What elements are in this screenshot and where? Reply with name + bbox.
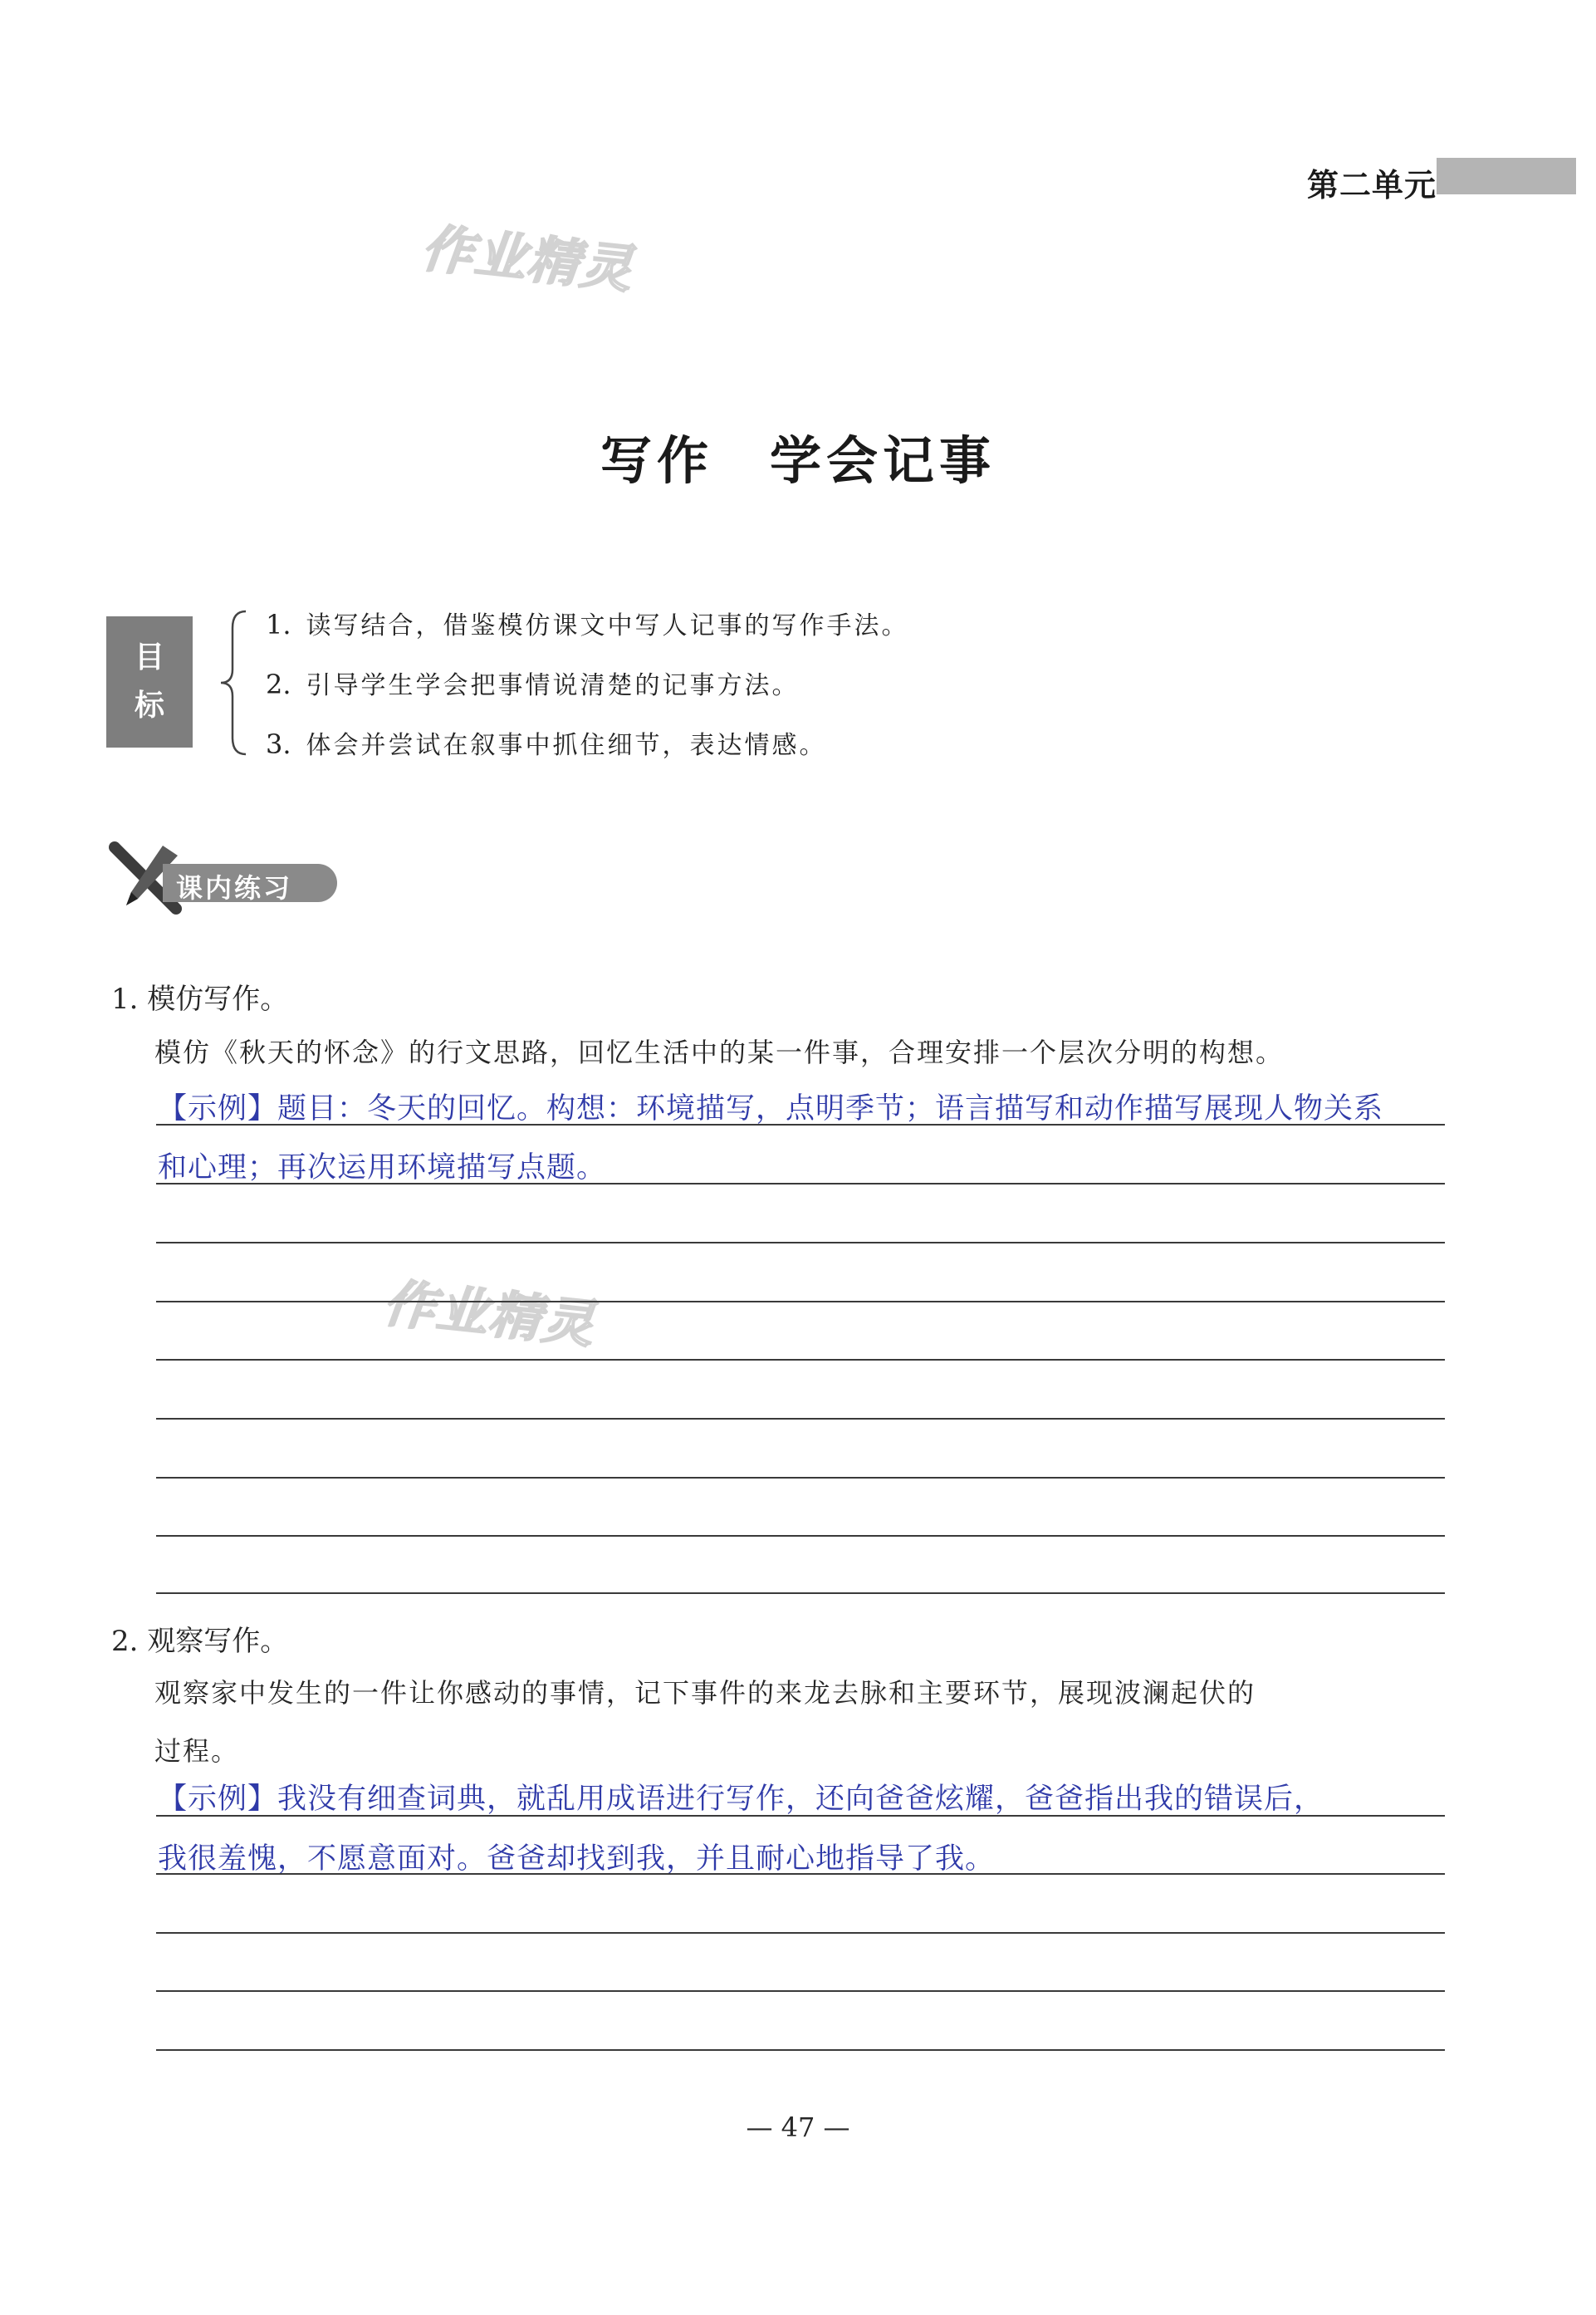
- answer-rule: [156, 1932, 1445, 1934]
- answer-rule: [156, 1477, 1445, 1479]
- answer-text: 题目：冬天的回忆。构想：环境描写，点明季节；语言描写和动作描写展现人物关系: [277, 1092, 1384, 1126]
- unit-header-bar: [1437, 158, 1576, 194]
- objective-item: [266, 605, 909, 641]
- watermark-middle: 作业精灵: [380, 1272, 599, 1356]
- answer-rule: [156, 1301, 1445, 1302]
- answer-rule: [156, 1873, 1445, 1875]
- question-1-description: 模仿《秋天的怀念》的行文思路，回忆生活中的某一件事，合理安排一个层次分明的构想。: [154, 1037, 1285, 1068]
- question-2-description-line: 过程。: [154, 1735, 240, 1767]
- objective-text: 读写结合，借鉴模仿课文中写人记事的写作手法。: [306, 611, 909, 640]
- answer-rule: [156, 1815, 1445, 1817]
- question-2-answer-line: [158, 1776, 1453, 1817]
- answer-tag: 【示例】: [158, 1092, 278, 1126]
- page-title: 写作 学会记事: [600, 430, 996, 491]
- answer-rule: [156, 1535, 1445, 1537]
- objective-item: [266, 665, 800, 701]
- objective-item: [266, 724, 827, 761]
- objective-number: 3.: [266, 728, 291, 760]
- watermark-top: 作业精灵: [419, 217, 637, 301]
- objective-text: 体会并尝试在叙事中抓住细节，表达情感。: [306, 731, 827, 760]
- question-2-answer-line: 我很羞愧，不愿意面对。爸爸却找到我，并且耐心地指导了我。: [158, 1842, 996, 1876]
- objectives-brace: [218, 608, 251, 758]
- answer-rule: [156, 1418, 1445, 1420]
- answer-rule: [156, 1592, 1445, 1594]
- answer-text: 我没有细查词典，就乱用成语进行写作，还向爸爸炫耀，爸爸指出我的错误后，: [277, 1783, 1324, 1816]
- question-2-title: 2. 观察写作。: [111, 1625, 289, 1658]
- answer-rule: [156, 1183, 1445, 1184]
- question-2-description-line: 观察家中发生的一件让你感动的事情，记下事件的来龙去脉和主要环节，展现波澜起伏的: [154, 1677, 1256, 1709]
- objective-number: 2.: [266, 669, 291, 700]
- answer-rule: [156, 1242, 1445, 1243]
- answer-rule: [156, 1124, 1445, 1126]
- section-label: 课内练习: [176, 872, 293, 904]
- question-1-answer-line: 和心理；再次运用环境描写点题。: [158, 1151, 607, 1184]
- page-number: — 47 —: [746, 2111, 850, 2143]
- objectives-label-box: [106, 616, 193, 748]
- answer-rule: [156, 2049, 1445, 2051]
- objective-number: 1.: [266, 609, 291, 640]
- question-1-title: 1. 模仿写作。: [111, 983, 289, 1016]
- answer-rule: [156, 1990, 1445, 1992]
- unit-label: 第二单元: [1307, 167, 1437, 204]
- answer-tag: 【示例】: [158, 1783, 278, 1816]
- question-1-answer-line: [158, 1086, 1453, 1127]
- objectives-label-char: 标: [134, 689, 164, 723]
- objective-text: 引导学生学会把事情说清楚的记事方法。: [306, 671, 800, 700]
- objectives-label-char: 目: [134, 640, 164, 674]
- answer-rule: [156, 1359, 1445, 1361]
